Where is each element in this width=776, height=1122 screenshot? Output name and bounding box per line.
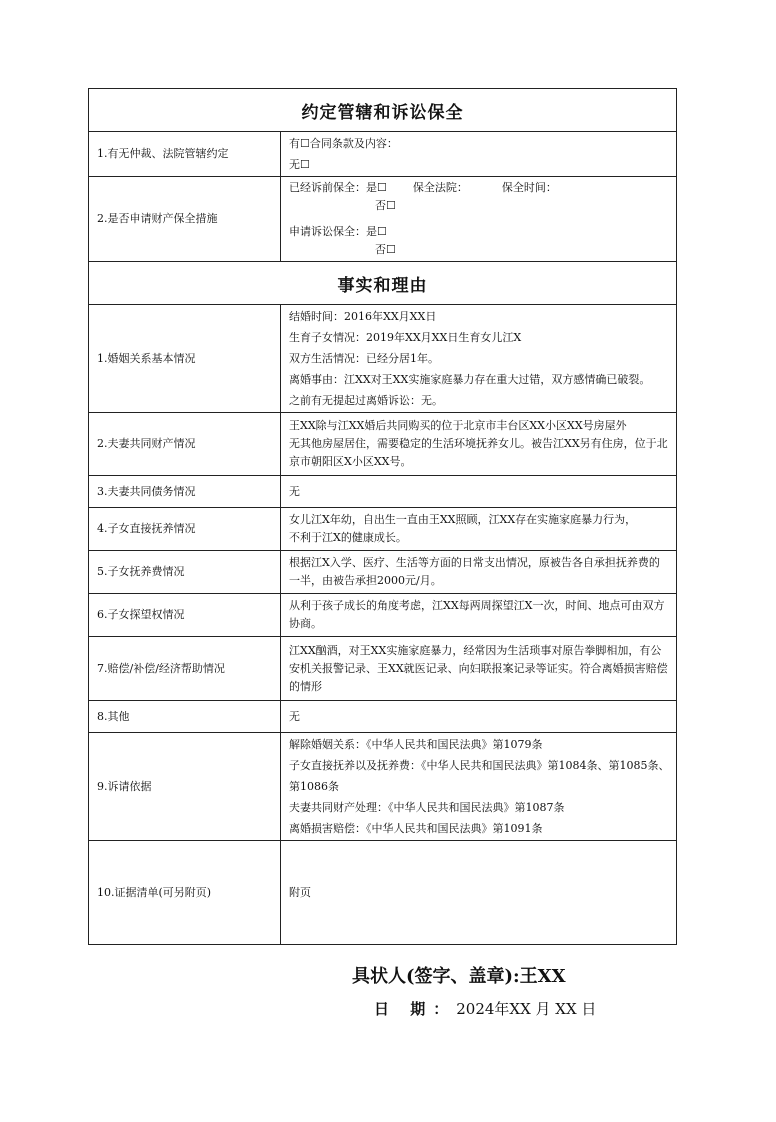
content-line: 无☐ — [289, 158, 310, 171]
content-line: 申请诉讼保全：是☐ — [289, 225, 387, 238]
content-line: 无 — [289, 710, 300, 723]
form-row-debt — [89, 476, 677, 508]
content-line: 从利于孩子成长的角度考虑，江XX每两周探望江X一次，时间、地点可由双方协商。 — [289, 599, 665, 630]
pre-litigation-preservation-checkbox: 已经诉前保全：是☐ — [289, 181, 387, 194]
form-row-child-support — [89, 551, 677, 594]
row-label: 2.夫妻共同财产情况 — [89, 413, 281, 476]
content-line: 否☐ — [375, 243, 396, 256]
content-line: 离婚事由：江XX对王XX实施家庭暴力存在重大过错，双方感情确已破裂。 — [289, 373, 651, 386]
row-label: 3.夫妻共同债务情况 — [89, 476, 281, 508]
date-label: 日 期： — [374, 1000, 457, 1018]
form-row-compensation — [89, 637, 677, 701]
date-line — [374, 998, 596, 1019]
content-line: 子女直接抚养以及抚养费：《中华人民共和国民法典》第1084条、第1085条、第1086条 — [289, 759, 670, 793]
content-line: 附页 — [289, 886, 311, 899]
row-content — [281, 733, 677, 841]
content-line: 有☐合同条款及内容： — [289, 137, 398, 150]
content-line: 结婚时间：2016年XX月XX日 — [289, 310, 437, 323]
signature-line: 具状人(签字、盖章):王XX — [352, 966, 566, 987]
content-line: 双方生活情况：已经分居1年。 — [289, 352, 439, 365]
row-label: 1.婚姻关系基本情况 — [89, 305, 281, 413]
form-row-legal-basis — [89, 733, 677, 841]
form-row-evidence — [89, 841, 677, 945]
row-content — [281, 701, 677, 733]
row-content — [281, 841, 677, 945]
row-content — [281, 508, 677, 551]
jurisdiction-section-title: 约定管辖和诉讼保全 — [89, 89, 677, 132]
row-label: 5.子女抚养费情况 — [89, 551, 281, 594]
content-line: 离婚损害赔偿：《中华人民共和国民法典》第1091条 — [289, 822, 543, 835]
content-line: 生育子女情况：2019年XX月XX日生育女儿江X — [289, 331, 522, 344]
row-label: 8.其他 — [89, 701, 281, 733]
row-label: 9.诉请依据 — [89, 733, 281, 841]
row-label: 1.有无仲裁、法院管辖约定 — [89, 132, 281, 177]
row-content — [281, 594, 677, 637]
form-row-preservation — [89, 177, 677, 262]
form-row-custody — [89, 508, 677, 551]
row-label: 2.是否申请财产保全措施 — [89, 177, 281, 262]
row-content — [281, 637, 677, 701]
content-line: 夫妻共同财产处理：《中华人民共和国民法典》第1087条 — [289, 801, 565, 814]
row-label: 7.赔偿/补偿/经济帮助情况 — [89, 637, 281, 701]
content-line: 根据江X入学、医疗、生活等方面的日常支出情况，原被告各自承担抚养费的一半，由被告承担2000元/月。 — [289, 556, 660, 587]
content-line: 王XX除与江XX婚后共同购买的位于北京市丰台区XX小区XX号房屋外 — [289, 419, 627, 432]
form-row-arbitration — [89, 132, 677, 177]
row-content — [281, 551, 677, 594]
content-line: 无其他房屋居住，需要稳定的生活环境抚养女儿。被告江XX另有住房，位于北京市朝阳区X小区XX号。 — [289, 437, 668, 468]
form-row-visitation — [89, 594, 677, 637]
form-row-other — [89, 701, 677, 733]
row-content — [281, 476, 677, 508]
complaint-form-table — [88, 88, 677, 945]
content-line: 不利于江X的健康成长。 — [289, 531, 407, 544]
row-label: 4.子女直接抚养情况 — [89, 508, 281, 551]
content-line: 女儿江X年幼，自出生一直由王XX照顾，江XX存在实施家庭暴力行为， — [289, 513, 637, 526]
row-label: 10.证据清单(可另附页) — [89, 841, 281, 945]
form-row-property — [89, 413, 677, 476]
content-line: 解除婚姻关系：《中华人民共和国民法典》第1079条 — [289, 738, 543, 751]
content-line: 之前有无提起过离婚诉讼：无。 — [289, 394, 443, 407]
section-header-row — [89, 89, 677, 132]
content-line — [289, 179, 670, 197]
content-line: 江XX酗酒，对王XX实施家庭暴力，经常因为生活琐事对原告拳脚相加，有公安机关报警记录、王XX就医记录、向妇联报案记录等证实。符合离婚损害赔偿的情形 — [289, 643, 668, 693]
row-content — [281, 132, 677, 177]
section-header-row — [89, 262, 677, 305]
date-value: 2024年XX 月 XX 日 — [456, 1000, 597, 1018]
preservation-time-field: 保全时间： — [501, 181, 557, 194]
row-content — [281, 177, 677, 262]
content-line: 无 — [289, 485, 300, 498]
preservation-court-field: 保全法院： — [412, 181, 468, 194]
row-content — [281, 305, 677, 413]
facts-section-title: 事实和理由 — [89, 262, 677, 305]
form-row-marriage — [89, 305, 677, 413]
row-label: 6.子女探望权情况 — [89, 594, 281, 637]
content-line: 否☐ — [375, 199, 396, 212]
row-content — [281, 413, 677, 476]
